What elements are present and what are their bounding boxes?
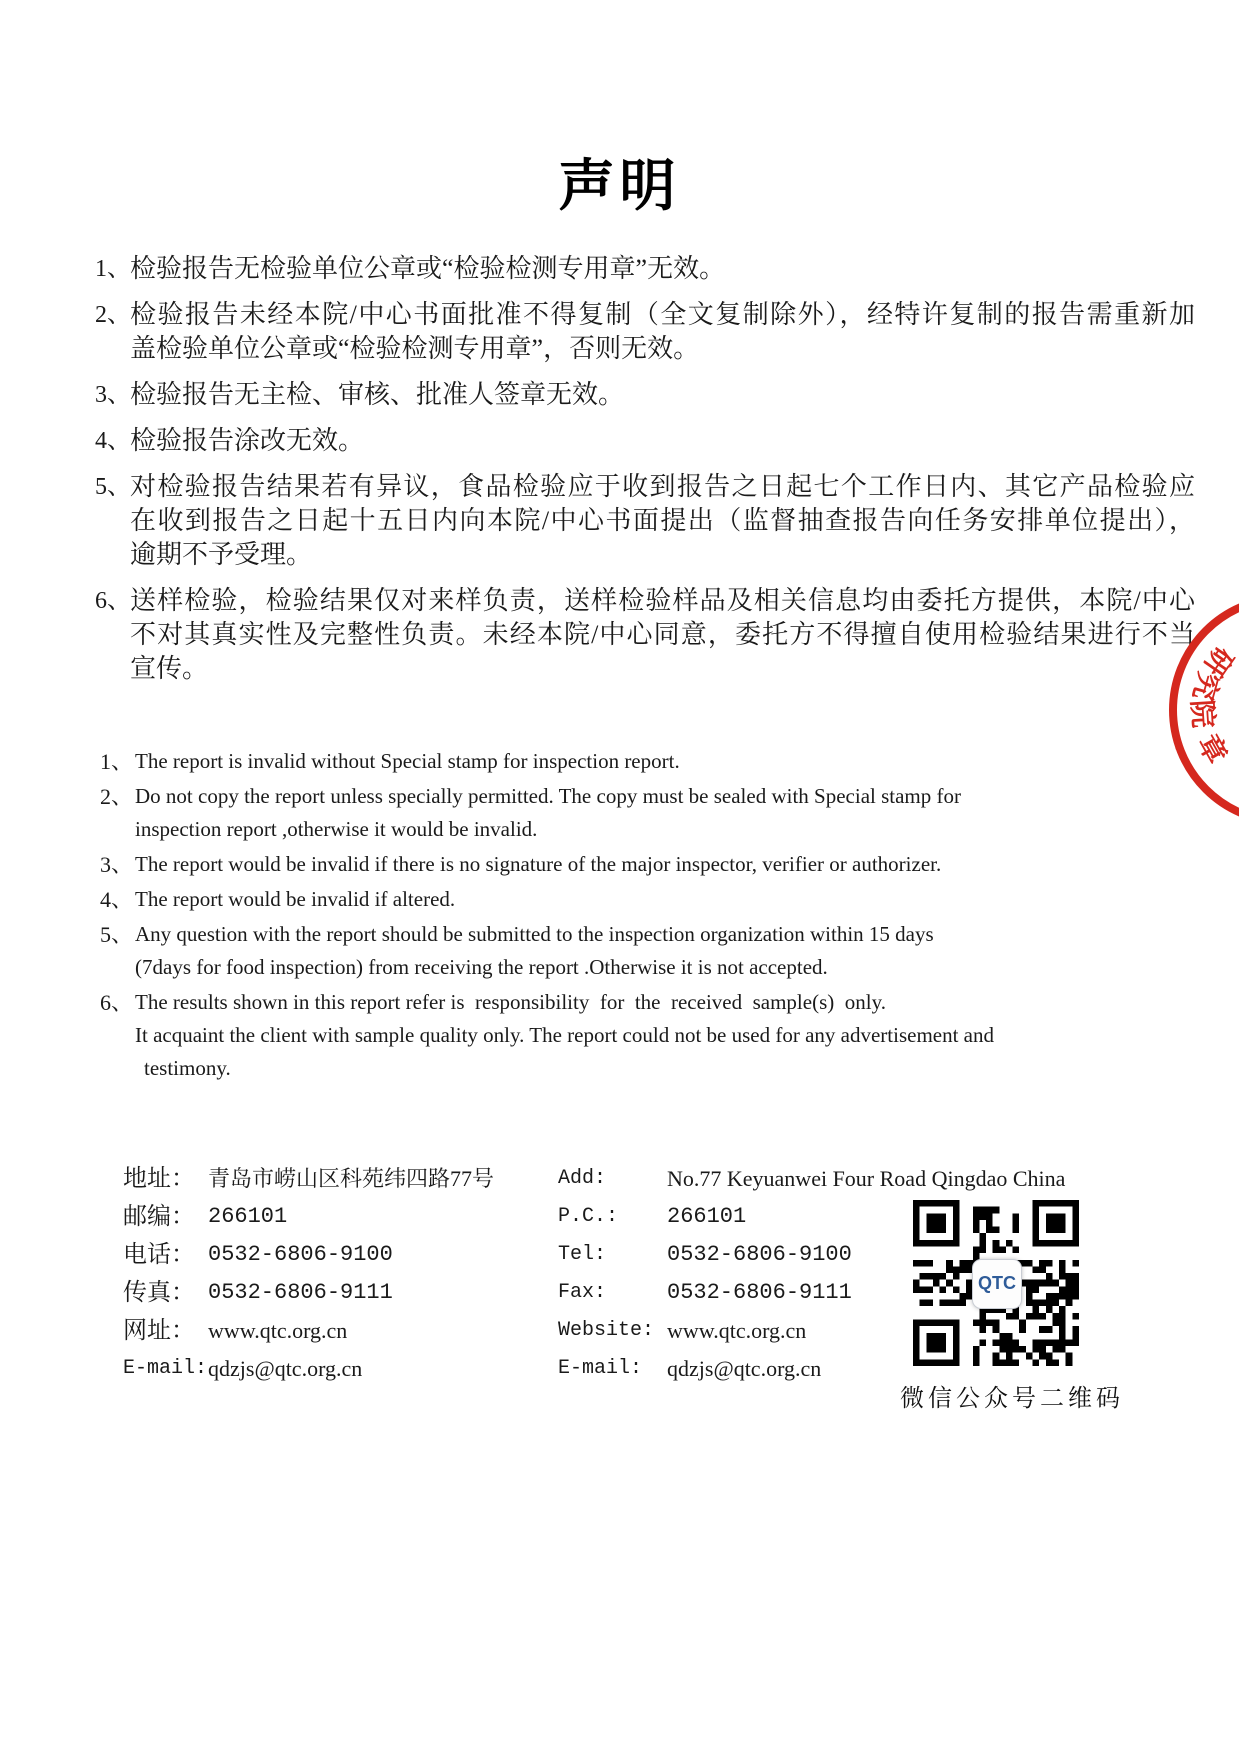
statement-item: [95, 470, 1200, 572]
contact-label-en: E-mail:: [558, 1357, 643, 1380]
statement-item: [100, 745, 1205, 778]
statement-item: [95, 424, 1200, 458]
item-line: testimony.: [144, 1056, 231, 1080]
statement-item: [95, 252, 1200, 286]
item-line: The report is invalid without Special stamp for inspection report.: [135, 749, 680, 773]
item-line: 检验报告涂改无效。: [130, 426, 365, 455]
contact-value-cn: qdzjs@qtc.org.cn: [208, 1356, 363, 1381]
statement-item: [100, 780, 1205, 846]
contact-label-cn: 地址：: [123, 1166, 195, 1192]
item-line: 检验报告无主检、审核、批准人签章无效。: [130, 380, 625, 409]
statement-item: [100, 918, 1205, 984]
contact-label-en: Add:: [558, 1167, 607, 1190]
contact-label-en: Website:: [558, 1319, 655, 1342]
item-line: Do not copy the report unless specially permitted. The copy must be sealed with Special stamp for: [135, 784, 961, 808]
red-seal-stamp: [1150, 575, 1239, 840]
contact-value-cn: 青岛市崂山区科苑纬四路77号: [208, 1166, 495, 1191]
item-line: 宣传。: [130, 654, 209, 683]
contact-value-en: No.77 Keyuanwei Four Road Qingdao China: [667, 1166, 1066, 1191]
cn-statement-list: [95, 252, 1200, 698]
statement-item: [100, 848, 1205, 881]
item-line: Any question with the report should be submitted to the inspection organization within 15 days: [135, 922, 934, 946]
contact-label-cn: 电话：: [123, 1242, 195, 1268]
contact-value-en: 0532-6806-9111: [667, 1280, 852, 1305]
contact-label-cn: 邮编：: [123, 1204, 195, 1230]
item-line: The report would be invalid if there is no signature of the major inspector, verifier or authorizer.: [135, 852, 942, 876]
seal-text: 研究院 章: [1185, 640, 1239, 773]
item-number: 3、: [95, 382, 131, 408]
seal-dot: [1180, 754, 1185, 759]
page-title: 声明: [558, 156, 681, 218]
item-number: 1、: [95, 256, 131, 282]
statement-item: [95, 298, 1200, 366]
item-line: 盖检验单位公章或“检验检测专用章”，否则无效。: [130, 334, 700, 363]
item-number: 5、: [95, 474, 131, 500]
contact-label-cn: 网址：: [123, 1318, 195, 1344]
item-line: The results shown in this report refer is responsibility for the received sample(s) only.: [135, 990, 886, 1014]
contact-label-cn: 传真：: [123, 1280, 195, 1306]
contact-value-en: 266101: [667, 1204, 747, 1229]
seal-dot: [1175, 745, 1180, 750]
qr-caption: 微信公众号二维码: [900, 1386, 1124, 1412]
item-number: 1、: [100, 749, 134, 774]
item-line: 不对其真实性及完整性负责。未经本院/中心同意，委托方不得擅自使用检验结果进行不当: [130, 620, 1195, 649]
item-line: inspection report ,otherwise it would be invalid.: [135, 817, 538, 841]
svg-text:研究院 章: [1185, 641, 1239, 772]
item-number: 4、: [95, 428, 131, 454]
statement-item: [100, 883, 1205, 916]
item-number: 6、: [95, 588, 131, 614]
item-number: 5、: [100, 922, 134, 947]
item-line: 送样检验，检验结果仅对来样负责，送样检验样品及相关信息均由委托方提供，本院/中心: [130, 586, 1195, 615]
contact-value-en: www.qtc.org.cn: [667, 1318, 807, 1343]
en-statement-list: [100, 745, 1205, 1087]
item-line: 检验报告无检验单位公章或“检验检测专用章”无效。: [130, 254, 726, 283]
statement-item: [100, 986, 1205, 1085]
item-number: 2、: [95, 302, 131, 328]
statement-item: [95, 584, 1200, 686]
contact-value-cn: www.qtc.org.cn: [208, 1318, 348, 1343]
qtc-logo: QTC: [972, 1259, 1022, 1309]
item-line: 检验报告未经本院/中心书面批准不得复制（全文复制除外），经特许复制的报告需重新加: [130, 300, 1195, 329]
item-line: (7days for food inspection) from receiving the report .Otherwise it is not accepted.: [135, 955, 828, 979]
statement-item: [95, 378, 1200, 412]
contact-label-en: Fax:: [558, 1281, 607, 1304]
contact-value-cn: 0532-6806-9111: [208, 1280, 393, 1305]
contact-value-en: qdzjs@qtc.org.cn: [667, 1356, 822, 1381]
contact-value-cn: 266101: [208, 1204, 288, 1229]
contact-label-en: Tel:: [558, 1243, 607, 1266]
item-number: 3、: [100, 852, 134, 877]
contact-row: [123, 1160, 1123, 1198]
item-line: 对检验报告结果若有异议，食品检验应于收到报告之日起七个工作日内、其它产品检验应: [130, 472, 1195, 501]
item-number: 6、: [100, 990, 134, 1015]
contact-label-en: P.C.:: [558, 1205, 619, 1228]
item-number: 2、: [100, 784, 134, 809]
wechat-qr-code: [913, 1200, 1079, 1366]
item-number: 4、: [100, 887, 134, 912]
item-line: 在收到报告之日起十五日内向本院/中心书面提出（监督抽查报告向任务安排单位提出），: [130, 506, 1195, 535]
contact-value-en: 0532-6806-9100: [667, 1242, 852, 1267]
item-line: 逾期不予受理。: [130, 540, 313, 569]
contact-label-cn: E-mail:: [123, 1357, 208, 1380]
item-line: It acquaint the client with sample quality only. The report could not be used for any advertisement and: [135, 1023, 995, 1047]
contact-value-cn: 0532-6806-9100: [208, 1242, 393, 1267]
item-line: The report would be invalid if altered.: [135, 887, 456, 911]
